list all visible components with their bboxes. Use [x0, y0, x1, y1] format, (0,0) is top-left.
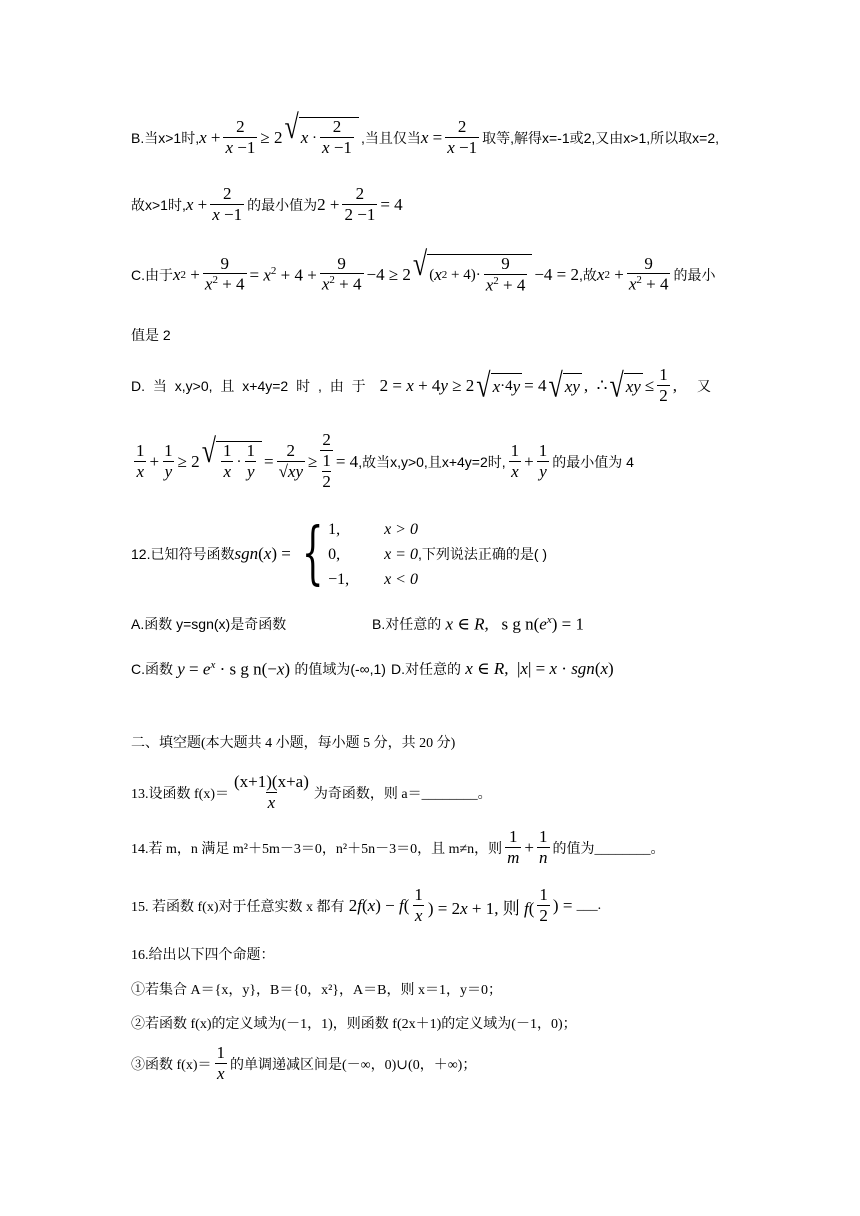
option-d-line2: $\frac{1}{x}$ + $\frac{1}{y}$ ≥ 2 √ $\frac{1}{x}$ · $\frac{1}{y}$ = $\frac{2}{√xy}$ ≥ $\frac{2}{\frac{1}{2}}$ = 4 ,故当x,y>0,且x+4y=2时, $\frac{1}{x}$ + $\frac{1}{y}$ 的最小值为 4 — [136, 430, 634, 492]
option-a: A.函数 y=sgn(x)是奇函数 — [131, 616, 287, 632]
option-d: D.对任意的 — [390, 661, 461, 677]
text: 故x>1时, — [131, 197, 186, 213]
text: ___. — [576, 898, 602, 913]
text: ,下列说法正确的是( ) — [417, 546, 548, 562]
q12-options-ab: A.函数 y=sgn(x)是奇函数 B.对任意的 x ∈ R, s g $n(e^x) = 1$ — [131, 613, 584, 634]
text: ,故当x,y>0,且x+4y=2时, — [358, 454, 506, 470]
q16-proposition-3: ③函数 f(x)＝ $\frac{1}{x}$ 的单调递减区间是(－∞，0)∪(0，＋∞)； — [131, 1042, 477, 1083]
option-c: C.函数 — [131, 661, 173, 677]
text: 13.设函数 f(x)＝ — [131, 787, 229, 802]
question-13: 13.设函数 f(x)＝ $\frac{(x+1)(x+a)}{x}$ 为奇函数，则 a＝________。 — [131, 771, 492, 812]
text: 的单调递减区间是(－∞，0)∪(0，＋∞)； — [230, 1058, 477, 1073]
option-c-line2: 值是 2 — [131, 327, 171, 343]
text: ,当且仅当 — [360, 130, 421, 146]
option-c-line1: C.由于 x 2 + $\frac{9}{x^2 + 4}$ = $x^2 + 4$ + $\frac{9}{x^2 + 4}$ −4 ≥ 2 √ ( x 2 + 4)· $\frac{9}{x^2 + 4}$ −4 = 2 ,故 x 2 + $\frac{9}{x^2 + 4}$ 的最小 — [131, 245, 716, 295]
text: 12.已知符号函数 — [131, 546, 235, 562]
question-14: 14.若 m，n 满足 m²＋5m－3＝0，n²＋5n－3＝0，且 m≠n，则 $\frac{1}{m}$ + $\frac{1}{n}$ 的值为________。 — [131, 826, 665, 867]
text: 15. 若函数 f(x)对于任意实数 x 都有 — [131, 900, 345, 915]
text: 的值域为(-∞,1) — [294, 661, 386, 677]
q16-proposition-2: ②若函数 f(x)的定义域为(－1，1)，则函数 f(2x＋1)的定义域为(－1，0)； — [131, 1017, 577, 1032]
question-12: 12.已知符号函数 sgn (x) = { 1, x > 0 0, x = 0 −1, x < 0 ,下列说法正确的是( ) — [131, 514, 548, 593]
text: 取等,解得x=-1或2,又由x>1,所以取x=2, — [482, 130, 720, 146]
fraction: $\frac{2}{2 -1}$ — [344, 183, 376, 224]
fraction: $\frac{2}{x -1}$ — [225, 116, 256, 157]
q12-options-cd: C.函数 $y = e^x \cdot s$ g n(−x) 的值域为(-∞,1) D.对任意的 x ∈ R, |x| = x · sgn(x) — [131, 658, 614, 679]
section-title: 二、填空题(本大题共 4 小题，每小题 5 分，共 20 分) — [131, 736, 456, 751]
option-b-line1: B.当x>1时, x + $\frac{2}{x -1}$ ≥ 2 √ x · $\frac{2}{x -1}$ ,当且仅当 x = $\frac{2}{x -1}$ 取等,解得x=-1或2,又由x>1,所以取x=2, — [131, 108, 720, 158]
sqrt: √ x · $\frac{2}{x -1}$ — [284, 117, 358, 158]
text: ,故 — [579, 267, 597, 283]
text: ③函数 f(x)＝ — [131, 1058, 212, 1073]
text: 的最小 — [673, 267, 716, 283]
option-b-line2: 故x>1时, x + $\frac{2}{x -1}$ 的最小值为 2 + $\frac{2}{2 -1}$ = 4 — [131, 183, 403, 224]
math: x — [199, 128, 207, 147]
question-16-title: 16.给出以下四个命题： — [131, 948, 275, 963]
text: 为奇函数，则 a＝________。 — [313, 787, 492, 802]
text: 14.若 m，n 满足 m²＋5m－3＝0，n²＋5n－3＝0，且 m≠n，则 — [131, 842, 503, 857]
question-15: 15. 若函数 f(x)对于任意实数 x 都有 2f(x) − f( $\frac{1}{x}$ ) = 2x + 1, 则 f( $\frac{1}{2}$ ) = ___. — [131, 884, 602, 925]
text: 的最小值为 — [247, 197, 318, 213]
option-d-line1: D. 当 x,y>0, 且 x+4y=2 时 , 由 于 2 = x + 4y ≥ 2 √ x ·4 y = 4 √ xy , ∴ √ xy ≤ $\frac{1}{2}$ , 又 — [131, 364, 711, 405]
fraction: $\frac{2}{x -1}$ — [212, 183, 243, 224]
text: C.由于 — [131, 267, 173, 283]
text: 的最小值为 4 — [552, 454, 634, 470]
fraction: $\frac{2}{x -1}$ — [447, 116, 478, 157]
text: 的值为________。 — [552, 842, 665, 857]
text: D. 当 x,y>0, 且 x+4y=2 时 , 由 于 — [131, 378, 366, 394]
q16-proposition-1: ①若集合 A＝{x，y}，B＝{0，x²}，A＝B，则 x＝1，y＝0； — [131, 983, 502, 998]
cases: 1, x > 0 0, x = 0 −1, x < 0 — [328, 520, 418, 588]
text: 又 — [696, 378, 711, 394]
text: B.当x>1时, — [131, 130, 200, 146]
option-b: B.对任意的 — [372, 616, 442, 632]
